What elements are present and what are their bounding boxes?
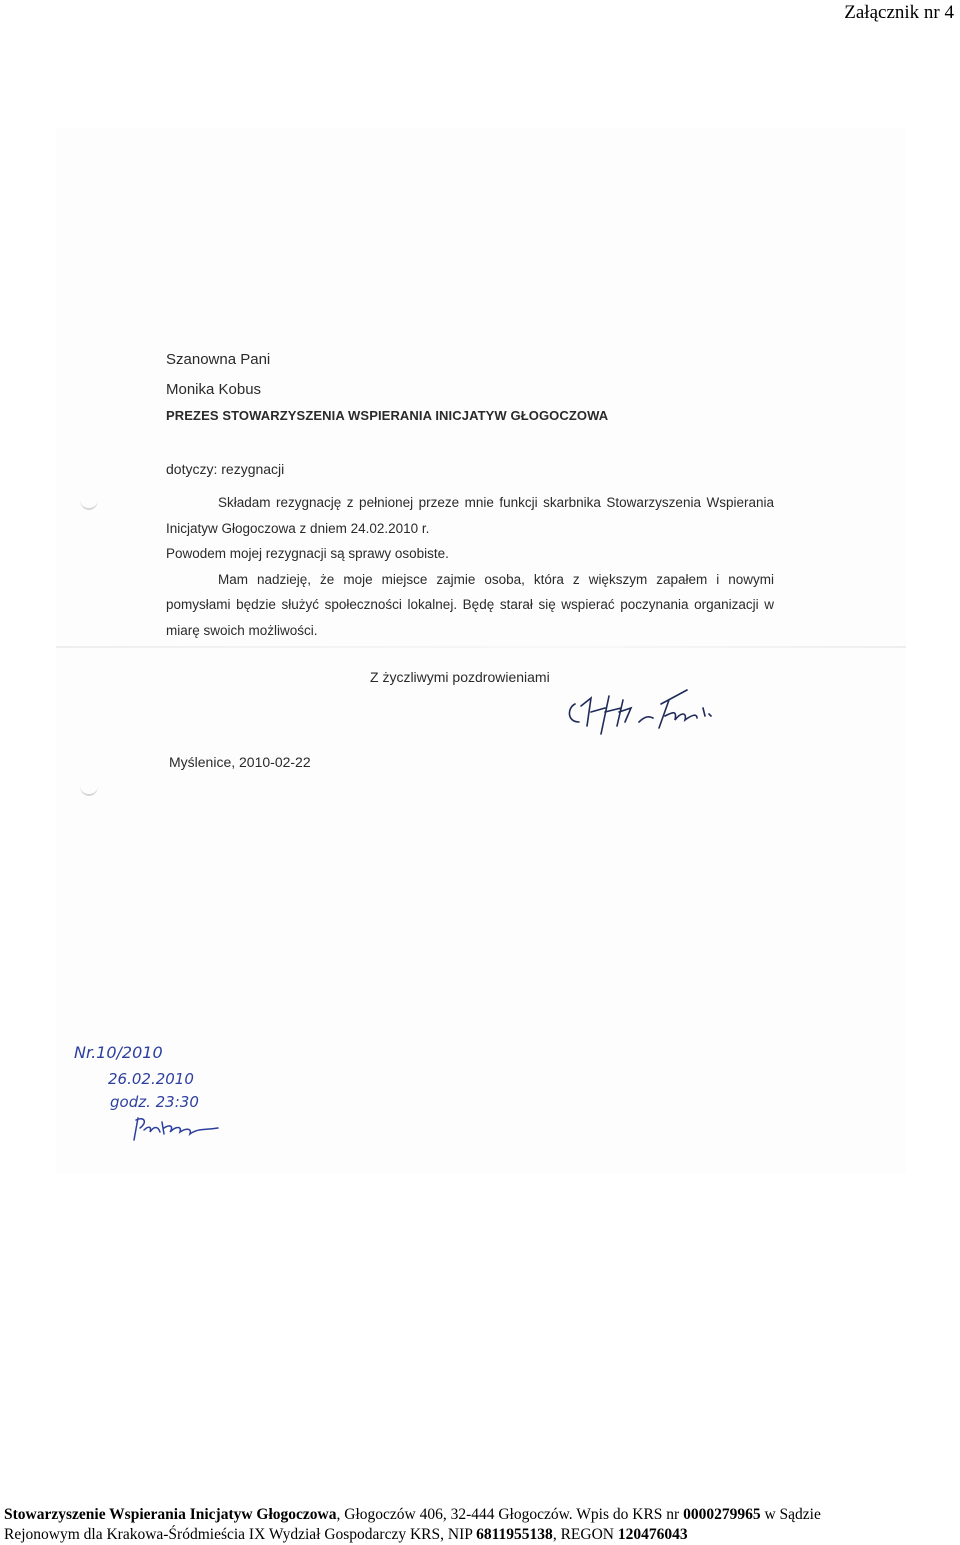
letter-closing: Z życzliwymi pozdrowieniami — [370, 669, 550, 685]
scanned-letter — [56, 128, 906, 1173]
recipient-name: Monika Kobus — [166, 381, 262, 398]
letter-subject: dotyczy: rezygnacji — [166, 461, 285, 477]
footer-krs: 0000279965 — [683, 1506, 761, 1523]
registry-number: Nr.10/2010 — [74, 1043, 163, 1062]
footer-regon-label: , REGON — [552, 1526, 618, 1543]
punch-hole — [80, 776, 98, 796]
handwritten-signature — [565, 686, 745, 744]
body-paragraph: Składam rezygnację z pełnionej przeze mnie funkcji skarbnika Stowarzyszenia Wspierania Inicjatyw Głogoczowa z dniem 24.02.2010 r. — [166, 495, 774, 536]
addressee-block — [166, 345, 608, 427]
recipient-title: PREZES STOWARZYSZENIA WSPIERANIA INICJATYW GŁOGOCZOWA — [166, 408, 609, 423]
footer-line-2 — [4, 1525, 956, 1545]
footer-org-name: Stowarzyszenie Wspierania Inicjatyw Głogoczowa — [4, 1506, 337, 1523]
footer — [4, 1505, 956, 1545]
punch-hole — [80, 490, 98, 510]
registry-date: 26.02.2010 — [108, 1070, 194, 1088]
body-paragraph: Powodem mojej rezygnacji są sprawy osobiste. — [166, 546, 449, 561]
attachment-label: Załącznik nr 4 — [844, 2, 954, 23]
footer-line-1 — [4, 1505, 956, 1525]
footer-regon: 120476043 — [617, 1526, 688, 1543]
footer-court-1: w Sądzie — [760, 1506, 821, 1523]
letter-body — [166, 490, 774, 643]
salutation: Szanowna Pani — [166, 351, 271, 368]
body-paragraph: Mam nadzieję, że moje miejsce zajmie osoba, która z większym zapałem i nowymi pomysłami będzie służyć społeczności lokalnej. Będę starał się wspierać poczynania organizacji w miarę swoich możliwości. — [166, 571, 774, 638]
footer-court-2: Rejonowym dla Krakowa-Śródmieścia IX Wydział Gospodarczy KRS, NIP — [4, 1526, 477, 1543]
footer-nip: 6811955138 — [476, 1526, 553, 1543]
registry-time: godz. 23:30 — [110, 1093, 199, 1111]
footer-address: , Głogoczów 406, 32-444 Głogoczów. Wpis do KRS nr — [336, 1506, 684, 1523]
place-date: Myślenice, 2010-02-22 — [169, 754, 311, 770]
fold-line — [56, 646, 906, 648]
handwritten-initials — [130, 1112, 226, 1144]
